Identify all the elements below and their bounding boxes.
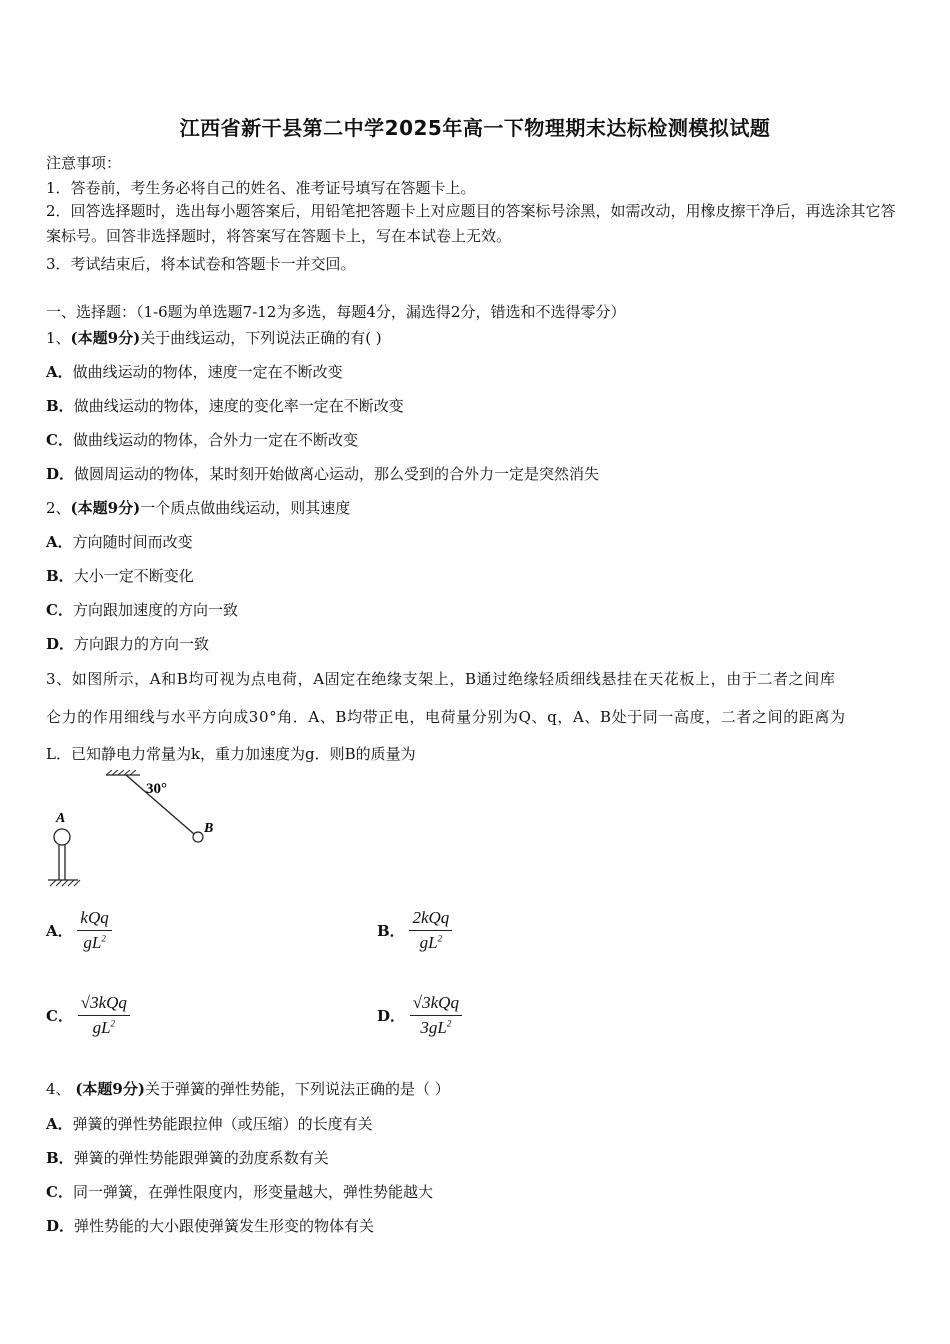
q3-option-d[interactable]: D． $\frac{\text{√3kQq}}{3gL^2}$	[377, 993, 462, 1038]
q2-option-d[interactable]: D．方向跟力的方向一致	[46, 635, 210, 653]
question-tag: (本题9分)	[70, 329, 141, 347]
q2-option-c[interactable]: C．方向跟加速度的方向一致	[46, 601, 238, 619]
section-heading: 一、选择题：（1-6题为单选题7-12为多选，每题4分，漏选得2分，错选和不选得零分）	[46, 303, 626, 321]
q1-option-b[interactable]: B．做曲线运动的物体，速度的变化率一定在不断改变	[46, 397, 404, 415]
label-a: A	[56, 811, 66, 826]
charge-b	[193, 832, 203, 842]
question-number: 1、	[46, 329, 71, 347]
page-title: 江西省新干县第二中学2025年高一下物理期末达标检测模拟试题	[179, 116, 771, 140]
note-2: 2．回答选择题时，选出每小题答案后，用铅笔把答题卡上对应题目的答案标号涂黑，如需改动，用橡皮擦干净后，再选涂其它答案标号。回答非选择题时，将答案写在答题卡上，写在本试卷上无效。	[46, 202, 896, 245]
q3-option-a[interactable]: A． $\frac{\text{kQq}}{gL^2}$	[46, 908, 112, 953]
q3-figure	[40, 770, 240, 895]
q4-option-c[interactable]: C．同一弹簧，在弹性限度内，形变量越大，弹性势能越大	[46, 1183, 433, 1201]
q3-option-c[interactable]: C． $\frac{\text{√3kQq}}{gL^2}$	[46, 993, 130, 1038]
question-text: 一个质点做曲线运动，则其速度	[140, 499, 351, 517]
question-1-stem	[46, 327, 382, 348]
q2-option-b[interactable]: B．大小一定不断变化	[46, 567, 194, 585]
notes-header: 注意事项：	[46, 154, 122, 172]
angle-label: 30°	[146, 781, 167, 797]
question-4-stem	[46, 1078, 450, 1099]
question-tag: (本题9分)	[75, 1080, 145, 1098]
note-1: 1．答卷前，考生务必将自己的姓名、准考证号填写在答题卡上。	[46, 179, 476, 197]
ceiling-hatch	[106, 770, 136, 775]
question-3-line-3: L．已知静电力常量为k，重力加速度为g．则B的质量为	[46, 745, 416, 763]
q4-option-a[interactable]: A．弹簧的弹性势能跟拉伸（或压缩）的长度有关	[46, 1115, 373, 1133]
question-tag: (本题9分)	[70, 499, 141, 517]
q3-option-b[interactable]: B． $\frac{\text{2kQq}}{gL^2}$	[377, 908, 452, 953]
question-2-stem	[46, 497, 350, 518]
q1-option-d[interactable]: D．做圆周运动的物体，某时刻开始做离心运动，那么受到的合外力一定是突然消失	[46, 465, 600, 483]
question-text: 关于曲线运动，下列说法正确的有( )	[140, 329, 382, 347]
label-b: B	[204, 821, 214, 836]
question-number: 2、	[46, 499, 71, 517]
question-3-line-2: 仑力的作用细线与水平方向成30°角．A、B均带正电，电荷量分别为Q、q，A、B处于同一高度，二者之间的距离为	[46, 708, 846, 726]
q4-option-d[interactable]: D．弹性势能的大小跟使弹簧发生形变的物体有关	[46, 1217, 375, 1235]
charge-a	[54, 829, 70, 845]
question-3-line-1: 3、如图所示，A和B均可视为点电荷，A固定在绝缘支架上，B通过绝缘轻质细线悬挂在天花板上，由于二者之间库	[46, 670, 836, 688]
q2-option-a[interactable]: A．方向随时间而改变	[46, 533, 193, 551]
note-3: 3．考试结束后，将本试卷和答题卡一并交回。	[46, 255, 356, 273]
ground-hatch	[50, 880, 80, 886]
q1-option-a[interactable]: A．做曲线运动的物体，速度一定在不断改变	[46, 363, 343, 381]
question-number: 4、	[46, 1080, 71, 1098]
question-text: 关于弹簧的弹性势能，下列说法正确的是（ ）	[144, 1080, 450, 1098]
q1-option-c[interactable]: C．做曲线运动的物体，合外力一定在不断改变	[46, 431, 358, 449]
q4-option-b[interactable]: B．弹簧的弹性势能跟弹簧的劲度系数有关	[46, 1149, 329, 1167]
